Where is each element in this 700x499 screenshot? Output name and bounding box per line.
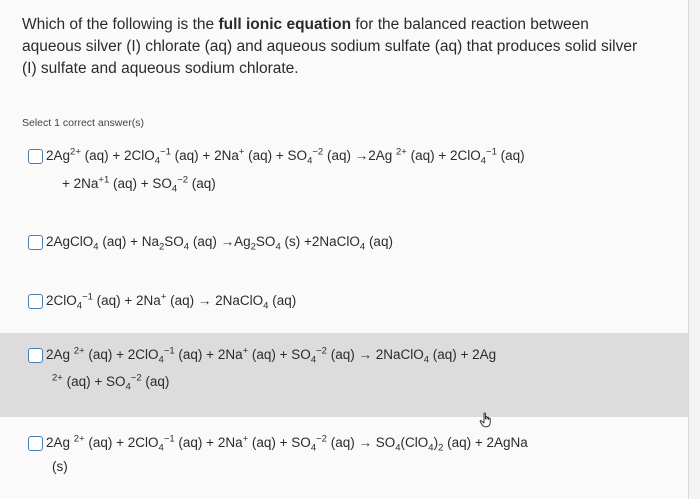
question-text-before: Which of the following is the (22, 16, 219, 33)
answer-option-e[interactable] (0, 427, 688, 487)
answer-option-b[interactable] (0, 226, 688, 262)
option-a-line1: $2Ag^{2+}$ (aq) + 2ClO$_4^{-1}$ (aq) + 2Na+ $(aq) + SO_4^{-2}$ (aq) →2Ag $^{2+}$ (aq) + 2ClO$_4^{-1}$ (aq) (46, 146, 525, 167)
option-d-line1: 2Ag $^{2+}$ (aq) + 2ClO$_4^{-1}$ (aq) + 2Na+ $(aq) + SO_4^{-2}$ (aq) → 2NaClO$_4$ (aq) + 2Ag (46, 345, 497, 366)
question-text-bold: full ionic equation (218, 16, 352, 33)
option-e-checkbox[interactable] (28, 436, 43, 451)
answer-option-a[interactable] (0, 140, 688, 210)
answer-option-d[interactable] (0, 333, 688, 417)
option-e-line1: 2Ag $^{2+}$ (aq) + 2ClO$_4^{-1}$ (aq) + 2Na+ $(aq) + SO_4^{-2}$ $(aq) \to SO_4(ClO_4)_2$ (aq) + 2AgNa (46, 433, 528, 454)
option-e-line2: (s) (52, 459, 68, 474)
option-c-line1: 2ClO$_4^{-1}$ (aq) + 2Na+ (aq) → 2NaClO$_4$ (aq) (46, 291, 297, 312)
option-b-checkbox[interactable] (28, 235, 43, 250)
option-b-line1: 2AgClO$_4$ $(aq) + Na_2SO_4$ $(aq) \to Ag_2SO_4$ (s) +2NaClO$_4$ (aq) (46, 234, 393, 253)
question-text (22, 14, 652, 80)
answer-instruction: Select 1 correct answer(s) (22, 117, 144, 129)
option-c-checkbox[interactable] (28, 294, 43, 309)
answer-option-c[interactable] (0, 285, 688, 321)
option-d-checkbox[interactable] (28, 348, 43, 363)
option-a-line2: + $2Na^{+1}$ $(aq) + SO_4^{-2}$ (aq) (62, 174, 216, 195)
question-text-after: for the balanced reaction between aqueous silver (I) chlorate (aq) and aqueous sodium sulfate (aq) that produces solid silver (I) sulfate and aqueous sodium chlorate. (22, 16, 638, 77)
option-a-checkbox[interactable] (28, 149, 43, 164)
option-d-line2: $^{2+}$ $(aq) + SO_4^{-2}$ (aq) (52, 372, 170, 393)
hand-pointer-icon (478, 412, 494, 428)
